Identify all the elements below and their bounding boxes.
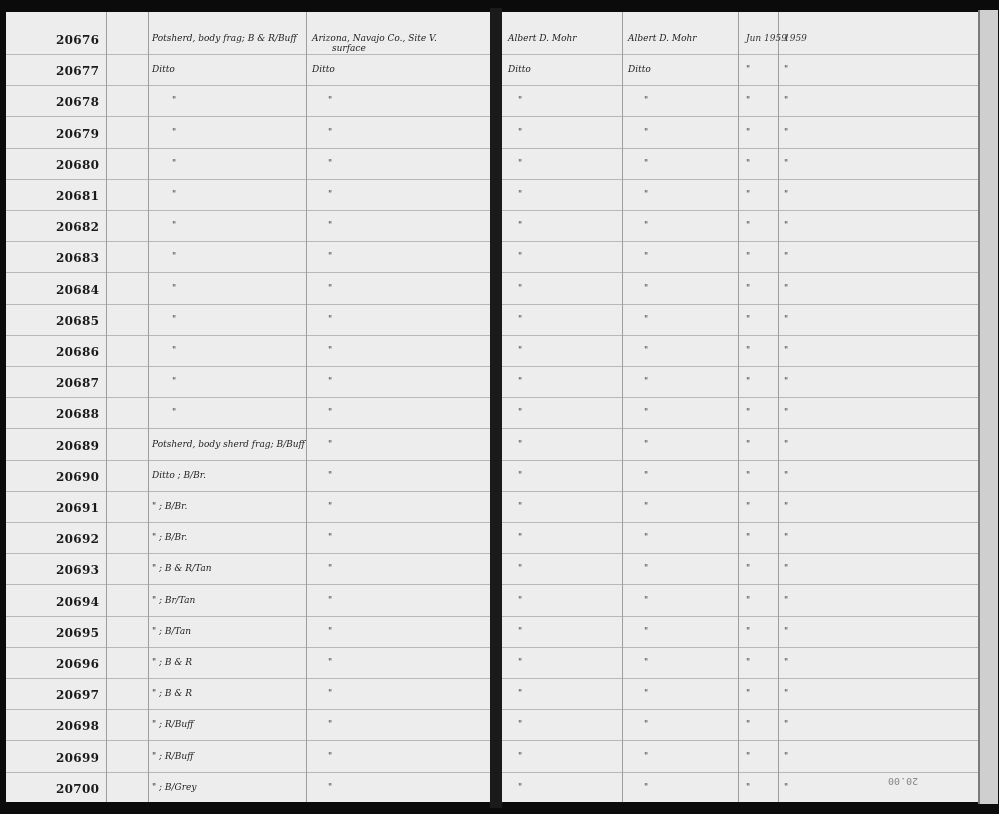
right-ledger-page <box>500 12 978 802</box>
description-cell: " ; B/Br. <box>152 533 188 544</box>
catalog-number: 20682 <box>56 220 100 235</box>
donor-cell: " <box>644 221 649 232</box>
description-cell: " <box>172 346 177 356</box>
date-cell: " <box>746 564 751 575</box>
collector-cell: " <box>518 564 523 575</box>
date-cell: " <box>746 314 751 325</box>
ledger-rule <box>500 584 978 585</box>
donor-cell: " <box>644 533 649 544</box>
ledger-rule <box>6 647 492 648</box>
locality-cell: " <box>328 470 333 481</box>
donor-cell: Albert D. Mohr <box>628 34 697 44</box>
year-cell: " <box>784 408 789 419</box>
ledger-rule <box>500 85 978 86</box>
year-cell: " <box>784 720 789 731</box>
ledger-rule <box>500 491 978 492</box>
date-cell: " <box>746 689 751 700</box>
description-cell: " ; B & R <box>152 689 193 700</box>
locality-cell: " <box>328 346 333 356</box>
ledger-rule <box>500 335 978 336</box>
donor-cell: " <box>644 720 649 731</box>
description-cell: " ; R/Buff <box>152 720 194 731</box>
column-divider <box>622 12 623 802</box>
catalog-number: 20687 <box>56 376 100 391</box>
date-cell: " <box>746 408 751 419</box>
year-cell: " <box>784 252 789 263</box>
ledger-rule <box>6 740 492 741</box>
collector-cell: " <box>518 252 523 263</box>
date-cell: " <box>746 782 751 793</box>
page-edge <box>978 10 998 804</box>
ledger-rule <box>6 148 492 149</box>
locality-cell-line2: surface <box>332 44 366 54</box>
description-cell: " <box>172 252 177 263</box>
date-cell: " <box>746 346 751 356</box>
ledger-rule <box>6 709 492 710</box>
column-divider <box>106 12 107 802</box>
collector-cell: " <box>518 283 523 294</box>
description-cell: " ; B & R/Tan <box>152 564 212 575</box>
catalog-number: 20691 <box>56 501 100 515</box>
donor-cell: " <box>644 127 649 138</box>
collector-cell: " <box>518 595 523 606</box>
date-cell: " <box>746 252 751 263</box>
locality-cell: " <box>328 533 333 544</box>
date-cell: " <box>746 533 751 544</box>
catalog-number: 20692 <box>56 532 100 547</box>
column-divider <box>306 12 307 802</box>
donor-cell: " <box>644 470 649 481</box>
catalog-number: 20684 <box>56 282 100 297</box>
locality-cell: Arizona, Navajo Co., Site V. <box>312 34 437 44</box>
year-cell: " <box>784 782 789 793</box>
ledger-rule <box>6 54 492 55</box>
ledger-rule <box>500 740 978 741</box>
locality-cell: " <box>328 221 333 232</box>
year-cell: " <box>784 595 789 606</box>
catalog-number: 20695 <box>56 625 100 640</box>
locality-cell: " <box>328 408 333 419</box>
catalog-number: 20693 <box>56 563 100 578</box>
collector-cell: " <box>518 377 523 388</box>
catalog-number: 20679 <box>56 126 100 141</box>
year-cell: " <box>784 283 789 294</box>
collector-cell: " <box>518 221 523 232</box>
locality-cell: " <box>328 127 333 138</box>
ledger-rule <box>500 116 978 117</box>
locality-cell: " <box>328 751 333 762</box>
donor-cell: " <box>644 689 649 700</box>
date-cell: " <box>746 190 751 200</box>
catalog-number: 20694 <box>56 594 100 609</box>
description-cell: " ; B & R <box>152 658 193 668</box>
year-cell: " <box>784 439 789 450</box>
year-cell: " <box>784 564 789 575</box>
edge-stamp: 20.00 <box>888 775 919 786</box>
donor-cell: " <box>644 190 649 200</box>
date-cell: " <box>746 502 751 512</box>
locality-cell: " <box>328 564 333 575</box>
collector-cell: " <box>518 158 523 169</box>
locality-cell: " <box>328 283 333 294</box>
catalog-number: 20678 <box>56 95 100 110</box>
year-cell: " <box>784 689 789 700</box>
ledger-rule <box>500 522 978 523</box>
collector-cell: " <box>518 658 523 668</box>
locality-cell: " <box>328 720 333 731</box>
donor-cell: Ditto <box>628 65 651 76</box>
description-cell: " ; B/Br. <box>152 502 188 512</box>
collector-cell: " <box>518 626 523 637</box>
book-spine <box>490 8 502 808</box>
catalog-number: 20696 <box>56 657 100 671</box>
collector-cell: " <box>518 127 523 138</box>
locality-cell: " <box>328 96 333 107</box>
description-cell: " ; R/Buff <box>152 751 194 762</box>
ledger-rule <box>500 428 978 429</box>
catalog-number: 20700 <box>56 781 100 796</box>
date-cell: " <box>746 470 751 481</box>
catalog-number: 20690 <box>56 469 100 484</box>
ledger-rule <box>6 304 492 305</box>
description-cell: " <box>172 158 177 169</box>
year-cell: " <box>784 96 789 107</box>
donor-cell: " <box>644 408 649 419</box>
donor-cell: " <box>644 96 649 107</box>
donor-cell: " <box>644 346 649 356</box>
collector-cell: " <box>518 96 523 107</box>
locality-cell: " <box>328 502 333 512</box>
description-cell: Potsherd, body sherd frag; B/Buff <box>152 439 305 450</box>
ledger-rule <box>6 241 492 242</box>
ledger-rule <box>6 678 492 679</box>
ledger-rule <box>500 460 978 461</box>
ledger-rule <box>6 428 492 429</box>
catalog-number: 20699 <box>56 750 100 765</box>
date-cell: " <box>746 751 751 762</box>
ledger-rule <box>6 522 492 523</box>
collector-cell: " <box>518 470 523 481</box>
year-cell: " <box>784 626 789 637</box>
donor-cell: " <box>644 283 649 294</box>
date-cell: " <box>746 595 751 606</box>
ledger-rule <box>6 272 492 273</box>
ledger-rule <box>500 397 978 398</box>
ledger-rule <box>6 584 492 585</box>
ledger-rule <box>500 272 978 273</box>
donor-cell: " <box>644 658 649 668</box>
date-cell: " <box>746 283 751 294</box>
year-cell: " <box>784 502 789 512</box>
date-cell: " <box>746 221 751 232</box>
collector-cell: " <box>518 533 523 544</box>
date-cell: " <box>746 658 751 668</box>
description-cell: Ditto ; B/Br. <box>152 470 206 481</box>
ledger-rule <box>500 304 978 305</box>
locality-cell: " <box>328 782 333 793</box>
date-cell: " <box>746 96 751 107</box>
ledger-rule <box>500 647 978 648</box>
collector-cell: " <box>518 782 523 793</box>
description-cell: " <box>172 190 177 200</box>
ledger-rule <box>6 85 492 86</box>
year-cell: " <box>784 190 789 200</box>
locality-cell: " <box>328 626 333 637</box>
collector-cell: " <box>518 408 523 419</box>
collector-cell: " <box>518 720 523 731</box>
description-cell: " ; Br/Tan <box>152 595 196 606</box>
ledger-rule <box>500 210 978 211</box>
donor-cell: " <box>644 502 649 512</box>
ledger-rule <box>500 54 978 55</box>
collector-cell: " <box>518 190 523 200</box>
collector-cell: " <box>518 314 523 325</box>
year-cell: " <box>784 377 789 388</box>
locality-cell: " <box>328 658 333 668</box>
date-cell: " <box>746 65 751 76</box>
year-cell: " <box>784 221 789 232</box>
year-cell: " <box>784 658 789 668</box>
catalog-number: 20683 <box>56 251 100 266</box>
ledger-rule <box>6 616 492 617</box>
year-cell: " <box>784 127 789 138</box>
left-ledger-page <box>6 12 492 802</box>
column-divider <box>148 12 149 802</box>
ledger-rule <box>500 148 978 149</box>
description-cell: " <box>172 377 177 388</box>
ledger-rule <box>500 709 978 710</box>
donor-cell: " <box>644 439 649 450</box>
description-cell: " ; B/Tan <box>152 626 192 637</box>
year-cell: " <box>784 470 789 481</box>
description-cell: Potsherd, body frag; B & R/Buff <box>152 34 297 44</box>
locality-cell: " <box>328 252 333 263</box>
locality-cell: " <box>328 595 333 606</box>
description-cell: " <box>172 96 177 107</box>
catalog-number: 20680 <box>56 157 100 172</box>
date-cell: " <box>746 127 751 138</box>
locality-cell: " <box>328 314 333 325</box>
ledger-rule <box>6 116 492 117</box>
description-cell: " <box>172 283 177 294</box>
year-cell: " <box>784 65 789 76</box>
ledger-rule <box>500 553 978 554</box>
collector-cell: " <box>518 751 523 762</box>
ledger-rule <box>6 772 492 773</box>
locality-cell: " <box>328 689 333 700</box>
ledger-rule <box>500 366 978 367</box>
ledger-rule <box>500 678 978 679</box>
donor-cell: " <box>644 626 649 637</box>
collector-cell: Albert D. Mohr <box>508 34 577 44</box>
year-cell: " <box>784 158 789 169</box>
column-divider <box>738 12 739 802</box>
locality-cell: Ditto <box>312 65 335 76</box>
ledger-rule <box>6 179 492 180</box>
ledger-rule <box>6 335 492 336</box>
year-cell: " <box>784 346 789 356</box>
catalog-number: 20677 <box>56 64 100 79</box>
ledger-rule <box>500 179 978 180</box>
description-cell: " <box>172 127 177 138</box>
year-cell: " <box>784 314 789 325</box>
ledger-rule <box>6 397 492 398</box>
collector-cell: " <box>518 502 523 512</box>
locality-cell: " <box>328 439 333 450</box>
ledger-rule <box>500 241 978 242</box>
locality-cell: " <box>328 158 333 169</box>
collector-cell: " <box>518 439 523 450</box>
catalog-number: 20685 <box>56 313 100 328</box>
catalog-number: 20698 <box>56 719 100 734</box>
donor-cell: " <box>644 782 649 793</box>
ledger-rule <box>500 616 978 617</box>
collector-cell: " <box>518 346 523 356</box>
ledger-rule <box>6 460 492 461</box>
date-cell: Jun 1959 <box>746 34 787 44</box>
donor-cell: " <box>644 314 649 325</box>
locality-cell: " <box>328 190 333 200</box>
ledger-rule <box>6 553 492 554</box>
description-cell: " ; B/Grey <box>152 782 197 793</box>
date-cell: " <box>746 720 751 731</box>
description-cell: Ditto <box>152 65 175 76</box>
date-cell: " <box>746 439 751 450</box>
catalog-number: 20676 <box>56 33 100 47</box>
description-cell: " <box>172 408 177 419</box>
donor-cell: " <box>644 751 649 762</box>
donor-cell: " <box>644 595 649 606</box>
column-divider <box>778 12 779 802</box>
ledger-rule <box>500 772 978 773</box>
catalog-number: 20689 <box>56 438 100 453</box>
ledger-rule <box>6 491 492 492</box>
collector-cell: " <box>518 689 523 700</box>
catalog-number: 20697 <box>56 688 100 703</box>
date-cell: " <box>746 158 751 169</box>
catalog-number: 20686 <box>56 345 100 359</box>
description-cell: " <box>172 221 177 232</box>
year-cell: " <box>784 751 789 762</box>
date-cell: " <box>746 377 751 388</box>
date-cell: " <box>746 626 751 637</box>
donor-cell: " <box>644 252 649 263</box>
year-cell: 1959 <box>784 34 807 44</box>
catalog-number: 20688 <box>56 407 100 422</box>
donor-cell: " <box>644 158 649 169</box>
collector-cell: Ditto <box>508 65 531 76</box>
ledger-rule <box>6 366 492 367</box>
year-cell: " <box>784 533 789 544</box>
donor-cell: " <box>644 377 649 388</box>
catalog-number: 20681 <box>56 189 100 203</box>
description-cell: " <box>172 314 177 325</box>
donor-cell: " <box>644 564 649 575</box>
ledger-rule <box>6 210 492 211</box>
locality-cell: " <box>328 377 333 388</box>
